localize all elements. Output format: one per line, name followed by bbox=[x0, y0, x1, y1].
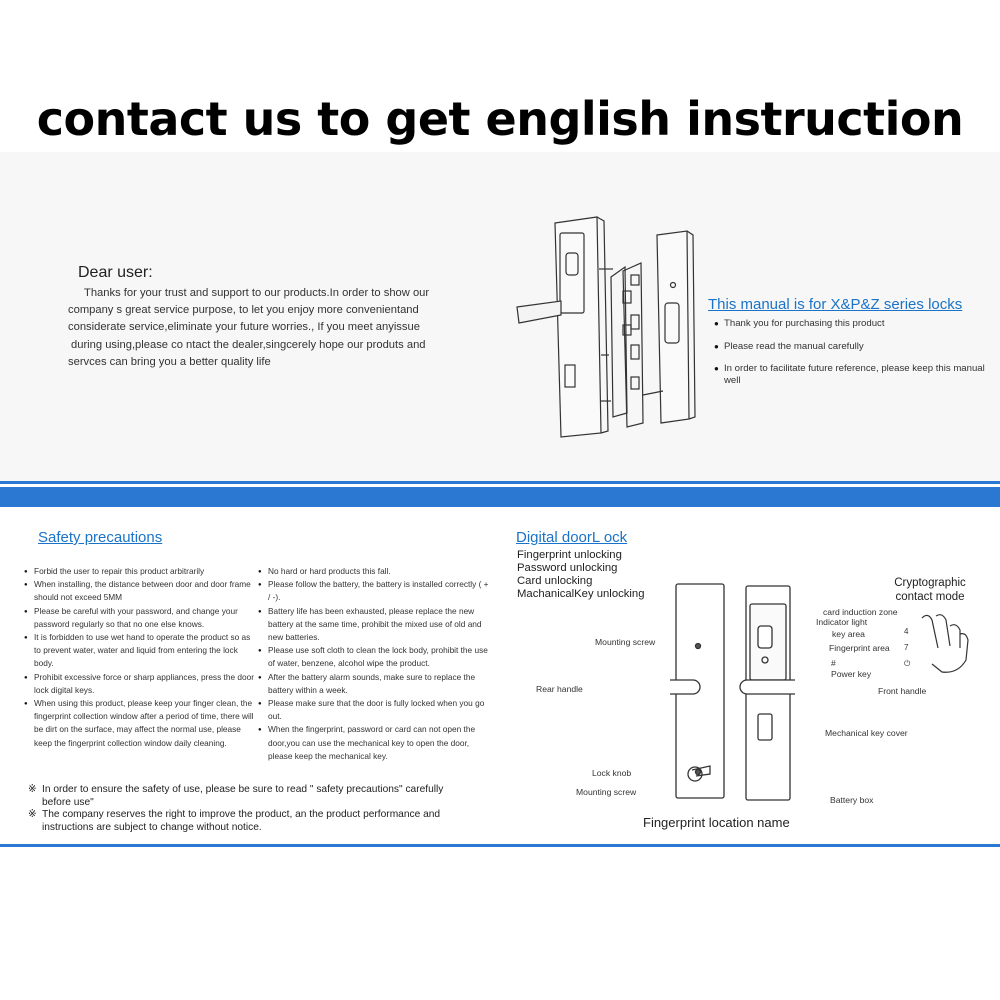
lock-exploded-illustration bbox=[505, 205, 705, 440]
list-item: ● When installing, the distance between door and door frame should not exceed 5MM bbox=[24, 578, 256, 604]
label-rear-handle: Rear handle bbox=[536, 684, 583, 694]
letter-line: company s great service purpose, to let you enjoy more convenientand bbox=[68, 304, 419, 317]
note-text: The company reserves the right to improve the product, an the product performance and instructions are subject to change without notice. bbox=[42, 809, 441, 833]
safety-list-left bbox=[24, 565, 256, 750]
safety-list-right bbox=[258, 565, 490, 763]
page-headline: contact us to get english instruction bbox=[36, 92, 964, 146]
list-item: ● Prohibit excessive force or sharp appliances, press the door lock digital keys. bbox=[24, 671, 256, 697]
note-mark-icon: ※ bbox=[28, 809, 37, 821]
list-item: ● When using this product, please keep your finger clean, the fingerprint collection window after a period of time, there will be dirt on the surface, may affect the normal use, please keep the fingerprint collection window daily cleaning. bbox=[24, 697, 256, 750]
list-item: ● Battery life has been exhausted, please replace the new battery at the same time, prohibit the mixed use of old and new batteries. bbox=[258, 605, 490, 645]
crypto-line: Cryptographic bbox=[894, 577, 966, 589]
hand-touch-icon bbox=[898, 608, 978, 682]
list-item: ● When the fingerprint, password or card can not open the door,you can use the mechanical key to open the door, please keep the mechanical key. bbox=[258, 723, 490, 763]
note-item bbox=[28, 784, 468, 809]
letter-line: Thanks for your trust and support to our products.In order to show our bbox=[84, 287, 430, 299]
list-item: ● No hard or hard products this fall. bbox=[258, 565, 490, 578]
crypto-line: contact mode bbox=[895, 591, 965, 603]
unlock-mode: MachanicalKey unlocking bbox=[517, 588, 645, 600]
label-power-key: Power key bbox=[831, 669, 872, 679]
letter-line: considerate service,eliminate your future worries., If you meet anyissue bbox=[68, 321, 420, 334]
unlock-mode: Fingerprint unlocking bbox=[517, 549, 622, 561]
safety-notes bbox=[28, 784, 468, 834]
list-item: ● It is forbidden to use wet hand to operate the product so as to prevent water, water and liquid from entering the lock body. bbox=[24, 631, 256, 671]
note-mark-icon: ※ bbox=[28, 784, 37, 795]
label-card-zone: card induction zone bbox=[823, 607, 898, 617]
list-item: ● Please follow the battery, the battery is installed correctly ( + / -). bbox=[258, 578, 490, 604]
diagram-caption: Fingerprint location name bbox=[643, 815, 790, 830]
list-item: ● Please read the manual carefully bbox=[714, 341, 990, 353]
safety-title: Safety precautions bbox=[38, 529, 163, 546]
crypto-contact-label bbox=[870, 576, 990, 604]
label-fingerprint-area: Fingerprint area bbox=[829, 643, 890, 653]
svg-text:⏻: ⏻ bbox=[904, 659, 911, 668]
note-text: In order to ensure the safety of use, please be sure to read " safety precautions" carefully before use" bbox=[42, 784, 444, 808]
label-mounting-screw: Mounting screw bbox=[595, 637, 656, 647]
divider bbox=[0, 481, 1000, 484]
divider bbox=[0, 844, 1000, 847]
manual-points bbox=[714, 318, 990, 397]
note-item bbox=[28, 809, 468, 834]
letter-line: servces can bring you a better quality life bbox=[68, 355, 271, 368]
letter-body bbox=[68, 285, 478, 371]
unlock-modes bbox=[517, 549, 644, 601]
list-item: ● Forbid the user to repair this product arbitrarily bbox=[24, 565, 256, 578]
label-mounting-screw: Mounting screw bbox=[576, 787, 637, 797]
unlock-mode: Card unlocking bbox=[517, 575, 593, 587]
label-hash-key: # bbox=[831, 658, 836, 668]
label-lock-knob: Lock knob bbox=[592, 768, 632, 778]
digital-lock-title: Digital doorL ock bbox=[516, 529, 628, 546]
letter-line: during using,please co ntact the dealer,singcerely hope our produts and bbox=[71, 338, 426, 351]
label-mechanical-key-cover: Mechanical key cover bbox=[825, 728, 908, 738]
unlock-mode: Password unlocking bbox=[517, 562, 618, 574]
divider-band bbox=[0, 487, 1000, 507]
lock-panels-diagram bbox=[670, 580, 795, 805]
list-item: ● In order to facilitate future reference, please keep this manual well bbox=[714, 363, 990, 386]
list-item: ● Please make sure that the door is fully locked when you go out. bbox=[258, 697, 490, 723]
label-indicator-light: Indicator light bbox=[816, 617, 868, 627]
svg-text:7: 7 bbox=[904, 643, 909, 652]
list-item: ● Thank you for purchasing this product bbox=[714, 318, 990, 330]
list-item: ● After the battery alarm sounds, make sure to replace the battery within a week. bbox=[258, 671, 490, 697]
label-front-handle: Front handle bbox=[878, 686, 927, 696]
manual-title: This manual is for X&P&Z series locks bbox=[708, 296, 963, 313]
label-battery-box: Battery box bbox=[830, 795, 874, 805]
svg-text:4: 4 bbox=[904, 627, 909, 636]
list-item: ● Please use soft cloth to clean the lock body, prohibit the use of water, benzene, alcohol wipe the product. bbox=[258, 644, 490, 670]
list-item: ● Please be careful with your password, and change your password regularly so that no one else knows. bbox=[24, 605, 256, 631]
letter-greeting: Dear user: bbox=[78, 264, 153, 281]
label-key-area: key area bbox=[832, 629, 865, 639]
